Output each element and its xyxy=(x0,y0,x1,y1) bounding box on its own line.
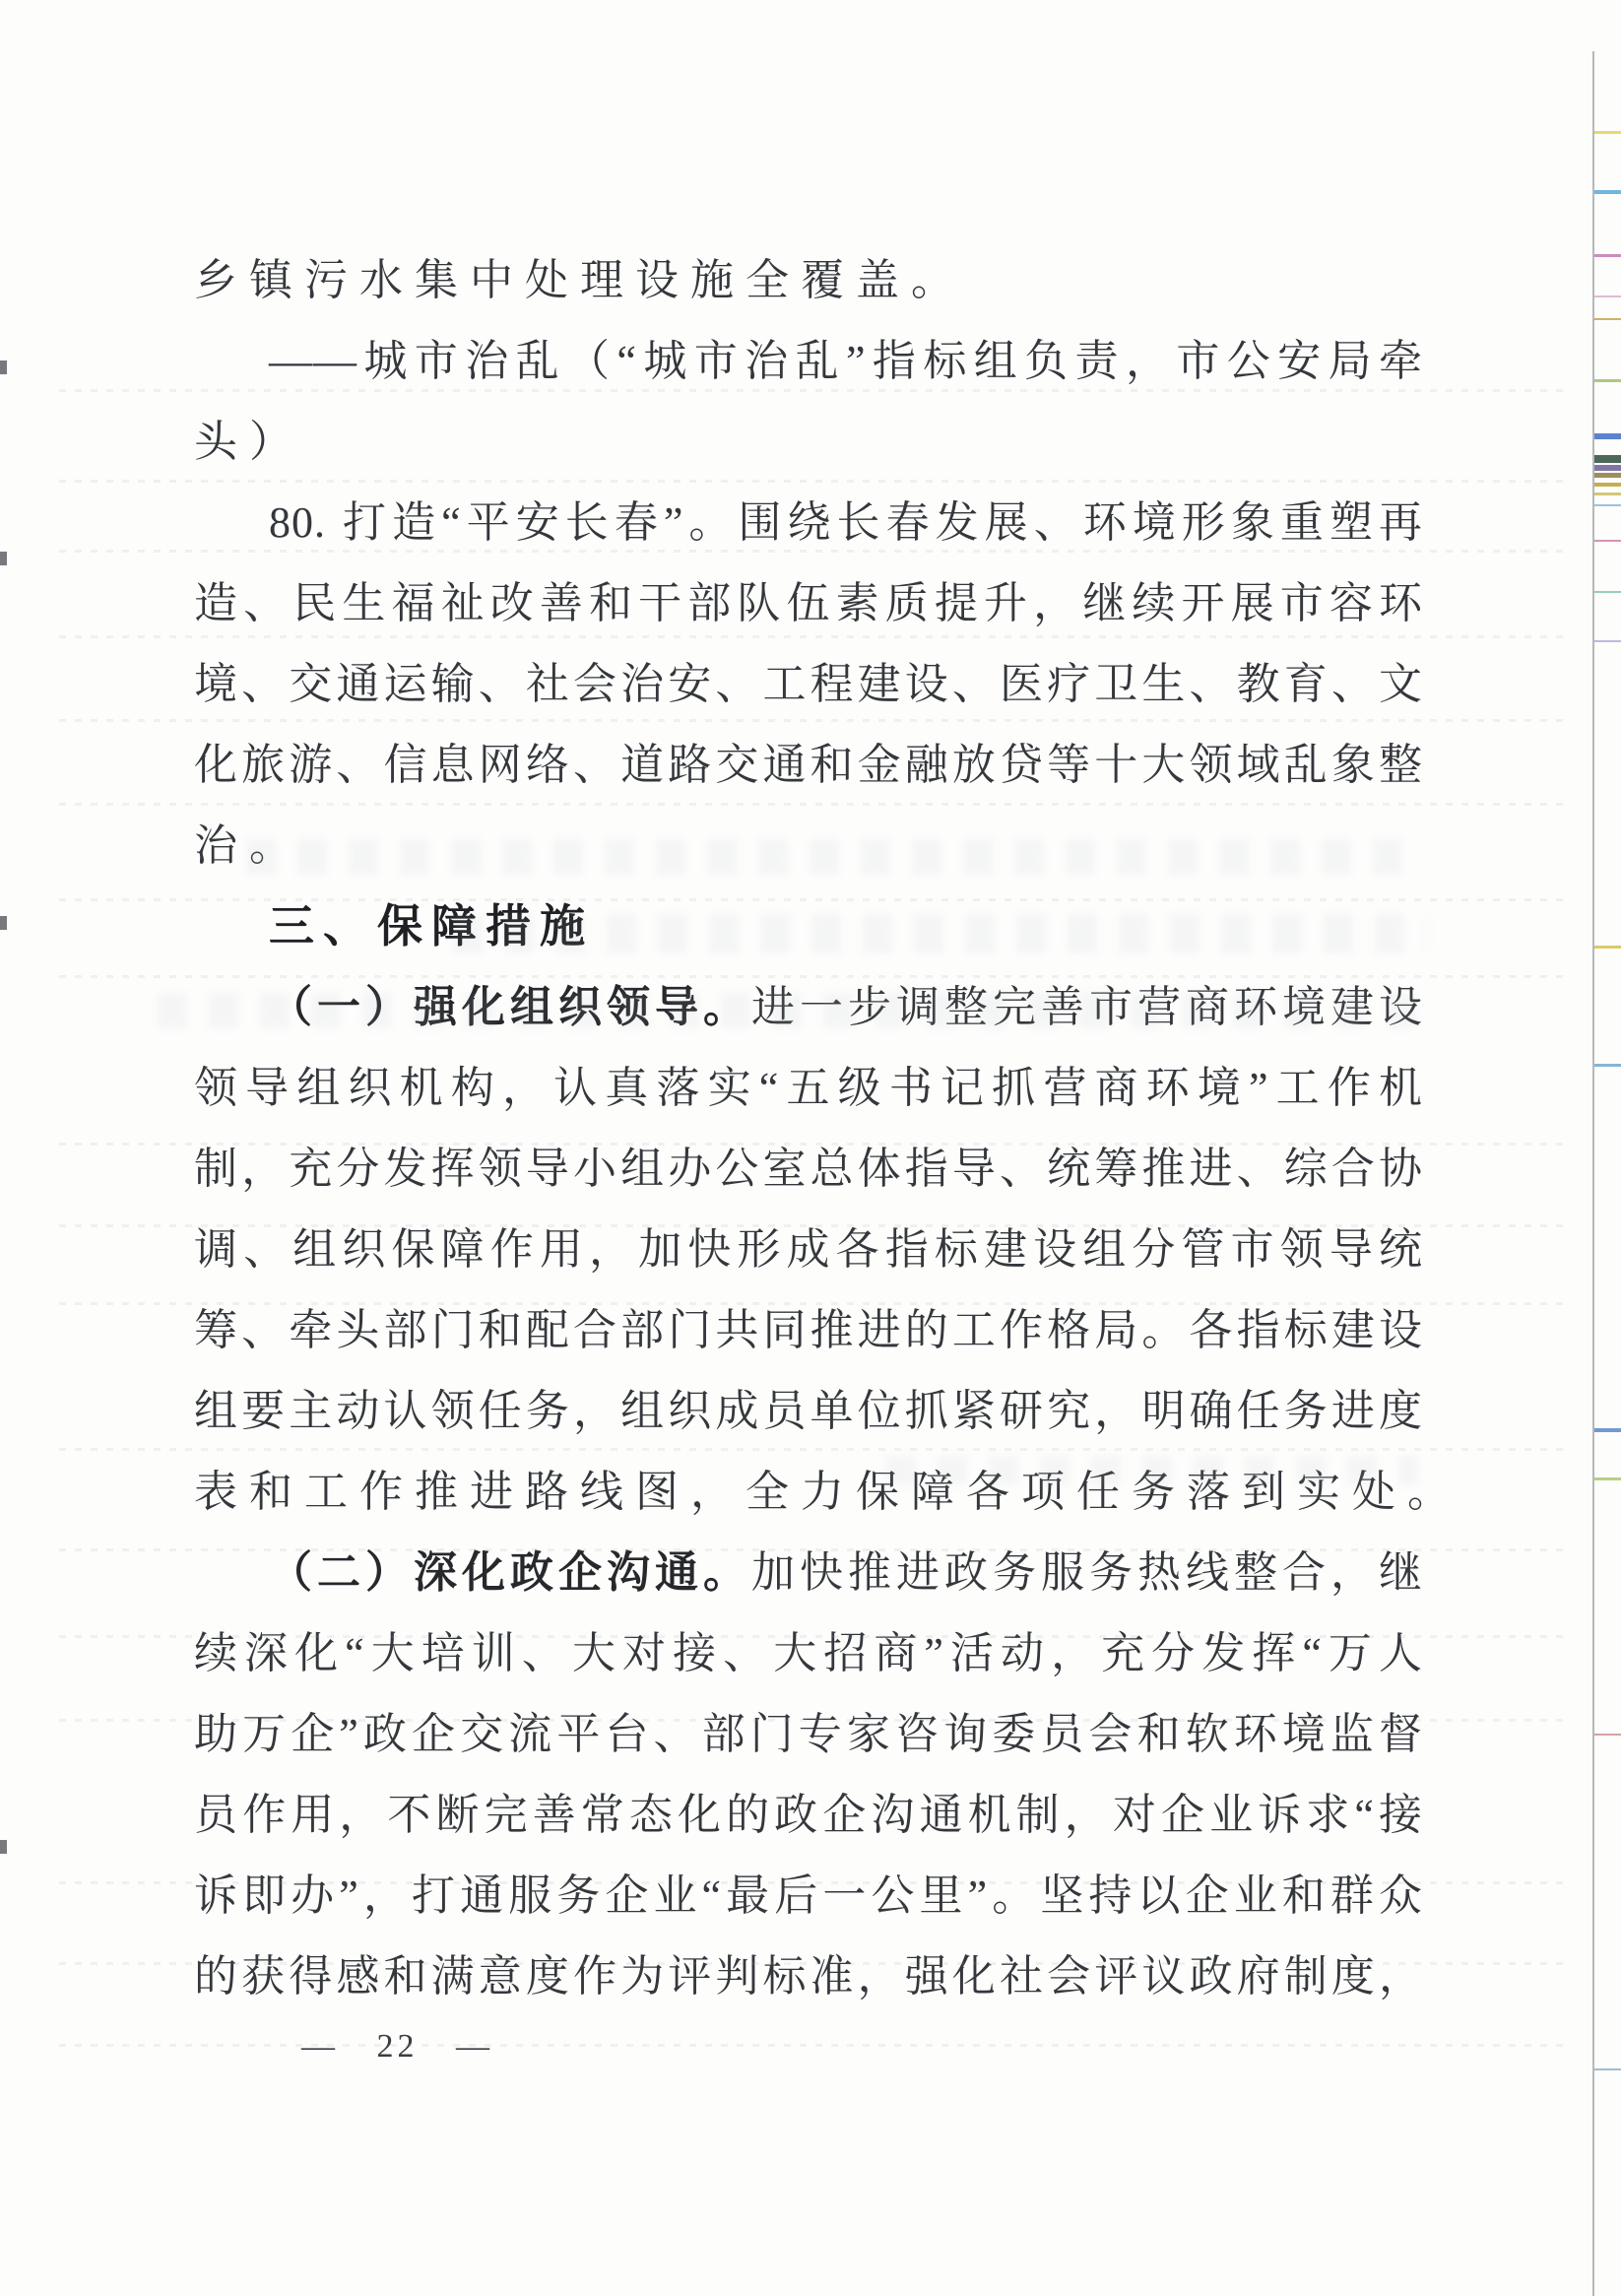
text-line: 境、交通运输、社会治安、工程建设、医疗卫生、教育、文 xyxy=(194,660,1423,708)
text-line: 的获得感和满意度作为评判标准，强化社会评议政府制度， xyxy=(194,1952,1423,2001)
text-line: 乡镇污水集中处理设施全覆盖。 xyxy=(194,256,966,304)
scan-edge-speck xyxy=(0,916,7,930)
scan-noise-band xyxy=(59,1224,1566,1227)
scan-noise-band xyxy=(59,480,1566,483)
paragraph-lead: （二）深化政企沟通。 xyxy=(269,1548,751,1597)
document-text-block xyxy=(194,240,1462,2017)
text-line: 诉即办”，打通服务企业“最后一公里”。坚持以企业和群众 xyxy=(194,1871,1423,1920)
scan-noise-band xyxy=(59,898,1566,901)
scan-edge-speck xyxy=(0,361,7,374)
scan-noise-band xyxy=(59,1302,1566,1305)
scan-bleedthrough-ghost xyxy=(246,839,1408,875)
scan-noise-band xyxy=(59,2044,1566,2047)
scan-color-streak xyxy=(1594,318,1621,320)
scan-color-streak xyxy=(1594,946,1621,949)
text-line: 续深化“大培训、大对接、大招商”活动，充分发挥“万人 xyxy=(194,1629,1423,1677)
scan-bleedthrough-ghost xyxy=(453,914,1428,953)
scan-color-streak xyxy=(1594,295,1621,297)
section-heading-line: 三、保障措施 xyxy=(269,901,594,951)
scan-noise-band xyxy=(59,550,1566,553)
scan-color-streak xyxy=(1594,1477,1621,1480)
scan-noise-band xyxy=(59,1635,1566,1638)
scan-color-streak xyxy=(1594,433,1621,439)
scan-color-streak xyxy=(1594,379,1621,382)
scan-edge-speck xyxy=(0,1840,7,1854)
text-line: 助万企”政企交流平台、部门专家咨询委员会和软环境监督 xyxy=(194,1710,1423,1758)
paragraph-lead-line: （二）深化政企沟通。加快推进政务服务热线整合，继 xyxy=(269,1548,1423,1597)
scan-noise-band xyxy=(59,635,1566,638)
scan-noise-band xyxy=(59,389,1566,392)
text-line: ——城市治乱（“城市治乱”指标组负责，市公安局牵 xyxy=(269,337,1423,385)
scan-noise-band xyxy=(59,1548,1566,1551)
scan-color-streak xyxy=(1594,131,1621,134)
text-line: 表和工作推进路线图，全力保障各项任务落到实处。 xyxy=(194,1468,1462,1516)
scan-noise-band xyxy=(59,803,1566,806)
text-line: 治。 xyxy=(194,821,304,870)
text-line: 化旅游、信息网络、道路交通和金融放贷等十大领域乱象整 xyxy=(194,741,1423,789)
scan-color-streak xyxy=(1594,2068,1621,2070)
scan-noise-band xyxy=(59,1881,1566,1884)
scan-noise-band xyxy=(59,1143,1566,1146)
scan-noise-band xyxy=(59,1962,1566,1965)
text-line: 调、组织保障作用，加快形成各指标建设组分管市领导统 xyxy=(194,1225,1423,1274)
scan-color-streak xyxy=(1594,473,1621,478)
scan-color-streak xyxy=(1594,1064,1621,1067)
scan-noise-band xyxy=(59,719,1566,722)
scan-color-streak xyxy=(1594,540,1621,542)
scan-color-streak xyxy=(1594,640,1621,642)
scan-color-streak xyxy=(1594,591,1621,593)
scan-color-streak xyxy=(1594,190,1621,194)
page-number: — 22 — xyxy=(301,2028,493,2065)
text-line: 组要主动认领任务，组织成员单位抓紧研究，明确任务进度 xyxy=(194,1387,1423,1435)
paragraph-lead: （一）强化组织领导。 xyxy=(269,983,751,1031)
scan-color-streak xyxy=(1594,465,1621,471)
scan-noise-band xyxy=(59,1719,1566,1722)
scan-bleedthrough-ghost xyxy=(158,993,1418,1028)
scan-color-streak xyxy=(1594,455,1621,463)
scan-edge-line xyxy=(1592,51,1594,2296)
text-line: 造、民生福祉改善和干部队伍素质提升，继续开展市容环 xyxy=(194,579,1423,627)
text-line: 头） xyxy=(194,418,304,466)
scan-color-streak xyxy=(1594,254,1621,257)
scan-color-streak xyxy=(1594,492,1621,495)
scan-color-streak xyxy=(1594,483,1621,487)
scan-color-streak xyxy=(1594,1734,1621,1736)
scan-noise-band xyxy=(59,975,1566,978)
scan-color-streak xyxy=(1594,504,1621,506)
scan-noise-band xyxy=(59,1448,1566,1451)
scan-bleedthrough-ghost xyxy=(886,1456,1418,1485)
text-line: 领导组织机构，认真落实“五级书记抓营商环境”工作机 xyxy=(194,1064,1423,1112)
text-line: 筹、牵头部门和配合部门共同推进的工作格局。各指标建设 xyxy=(194,1306,1423,1354)
text-line: 员作用，不断完善常态化的政企沟通机制，对企业诉求“接 xyxy=(194,1791,1423,1839)
scan-color-streak xyxy=(1594,1428,1621,1432)
paragraph-lead-line: （一）强化组织领导。进一步调整完善市营商环境建设 xyxy=(269,983,1423,1031)
text-line: 制，充分发挥领导小组办公室总体指导、统筹推进、综合协 xyxy=(194,1145,1423,1193)
text-line: 80. 打造“平安长春”。围绕长春发展、环境形象重塑再 xyxy=(269,498,1423,547)
scan-edge-speck xyxy=(0,552,7,565)
